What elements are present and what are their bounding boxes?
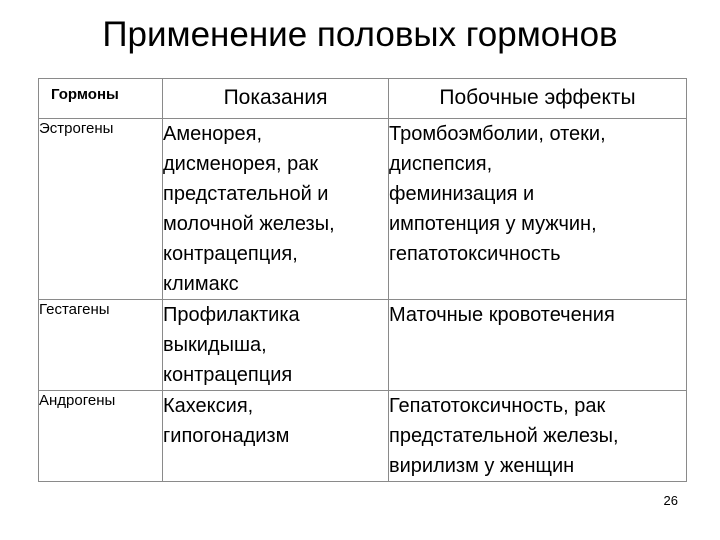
hormone-name: Андрогены — [39, 391, 163, 482]
table-row — [39, 391, 687, 482]
hormones-table — [38, 78, 687, 482]
side-effects-cell: Гепатотоксичность, рак предстательной железы, вирилизм у женщин — [389, 391, 687, 482]
page-number: 26 — [663, 493, 678, 508]
indications-cell: Аменорея, дисменорея, рак предстательной и молочной железы, контрацепция, климакс — [163, 119, 389, 300]
hormone-name: Гестагены — [39, 300, 163, 391]
table-header-row — [39, 79, 687, 119]
hormone-name: Эстрогены — [39, 119, 163, 300]
header-indications: Показания — [163, 79, 389, 119]
header-side-effects: Побочные эффекты — [389, 79, 687, 119]
slide-title: Применение половых гормонов — [102, 15, 618, 54]
indications-cell: Кахексия, гипогонадизм — [163, 391, 389, 482]
indications-cell: Профилактика выкидыша, контрацепция — [163, 300, 389, 391]
table-row — [39, 119, 687, 300]
side-effects-cell: Маточные кровотечения — [389, 300, 687, 391]
header-hormones: Гормоны — [39, 79, 163, 119]
side-effects-cell: Тромбоэмболии, отеки, диспепсия, феминизация и импотенция у мужчин, гепатотоксичность — [389, 119, 687, 300]
table-row — [39, 300, 687, 391]
